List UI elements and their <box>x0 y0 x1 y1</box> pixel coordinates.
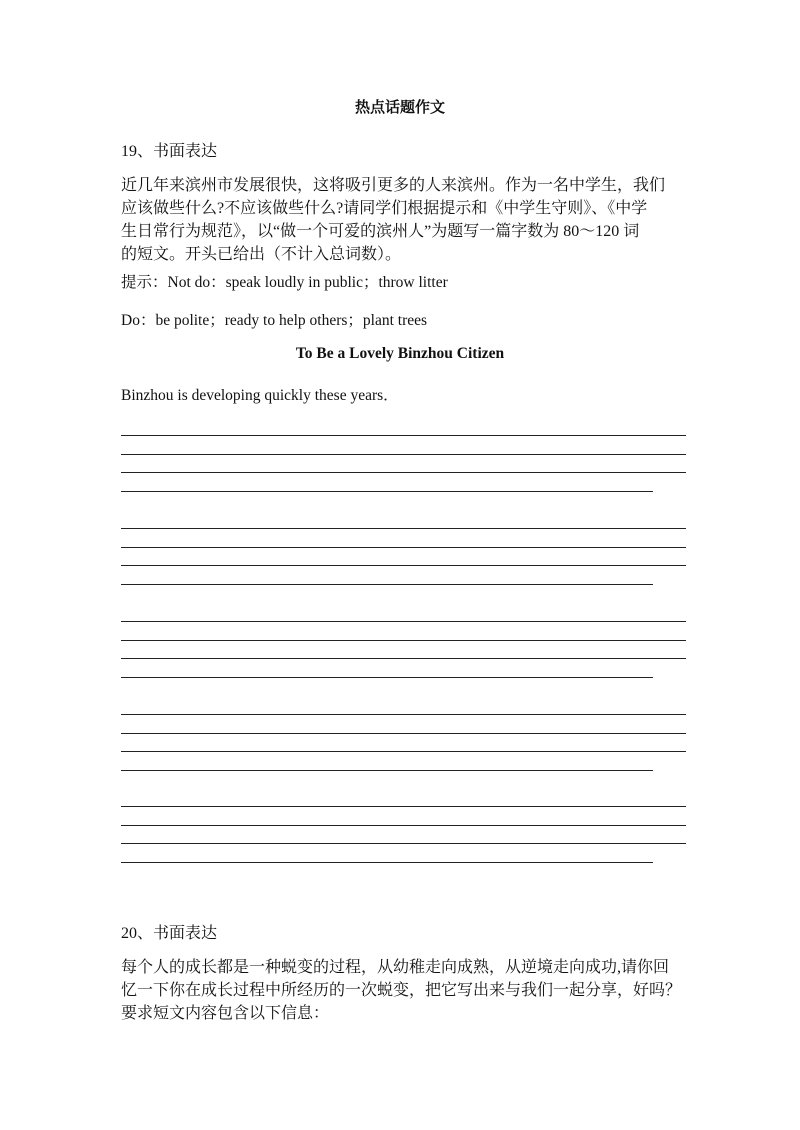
essay-title: To Be a Lovely Binzhou Citizen <box>295 345 505 362</box>
answer-line[interactable] <box>121 751 686 752</box>
answer-line[interactable] <box>121 770 653 771</box>
prompt-line: 忆一下你在成长过程中所经历的一次蜕变，把它写出来与我们一起分享，好吗？ <box>121 982 682 999</box>
prompt-line: 近几年来滨州市发展很快，这将吸引更多的人来滨州。作为一名中学生，我们 <box>121 177 666 194</box>
answer-line[interactable] <box>121 472 686 473</box>
question-19-prompt <box>121 174 681 266</box>
answer-line[interactable] <box>121 825 686 826</box>
answer-line[interactable] <box>121 640 686 641</box>
answer-line[interactable] <box>121 435 686 436</box>
hint-not-do: 提示：Not do：speak loudly in public；throw litter <box>121 274 448 291</box>
answer-line[interactable] <box>121 862 653 863</box>
answer-line[interactable] <box>121 806 686 807</box>
prompt-line: 生日常行为规范》，以“做一个可爱的滨州人”为题写一篇字数为 80～120 词 <box>121 223 640 240</box>
prompt-line: 要求短文内容包含以下信息： <box>121 1005 330 1022</box>
hint-do: Do：be polite；ready to help others；plant trees <box>121 312 428 329</box>
answer-line[interactable] <box>121 528 686 529</box>
answer-line[interactable] <box>121 547 686 548</box>
answer-line[interactable] <box>121 733 686 734</box>
answer-line[interactable] <box>121 843 686 844</box>
answer-line[interactable] <box>121 584 653 585</box>
question-19-number: 19、书面表达 <box>121 143 218 160</box>
answer-line[interactable] <box>121 565 686 566</box>
question-20-number: 20、书面表达 <box>121 925 218 942</box>
answer-line[interactable] <box>121 621 686 622</box>
answer-line[interactable] <box>121 491 653 492</box>
prompt-line: 每个人的成长都是一种蜕变的过程，从幼稚走向成熟，从逆境走向成功,请你回 <box>121 959 670 976</box>
answer-line[interactable] <box>121 454 686 455</box>
answer-line[interactable] <box>121 658 686 659</box>
prompt-line: 应该做些什么?不应该做些什么?请同学们根据提示和《中学生守则》、《中学 <box>121 200 648 217</box>
essay-opening: Binzhou is developing quickly these years． <box>121 387 399 404</box>
answer-line[interactable] <box>121 677 653 678</box>
question-20-prompt <box>121 956 681 1025</box>
answer-line[interactable] <box>121 714 686 715</box>
page-title: 热点话题作文 <box>354 98 445 116</box>
prompt-line: 的短文。开头已给出（不计入总词数）。 <box>121 246 402 263</box>
